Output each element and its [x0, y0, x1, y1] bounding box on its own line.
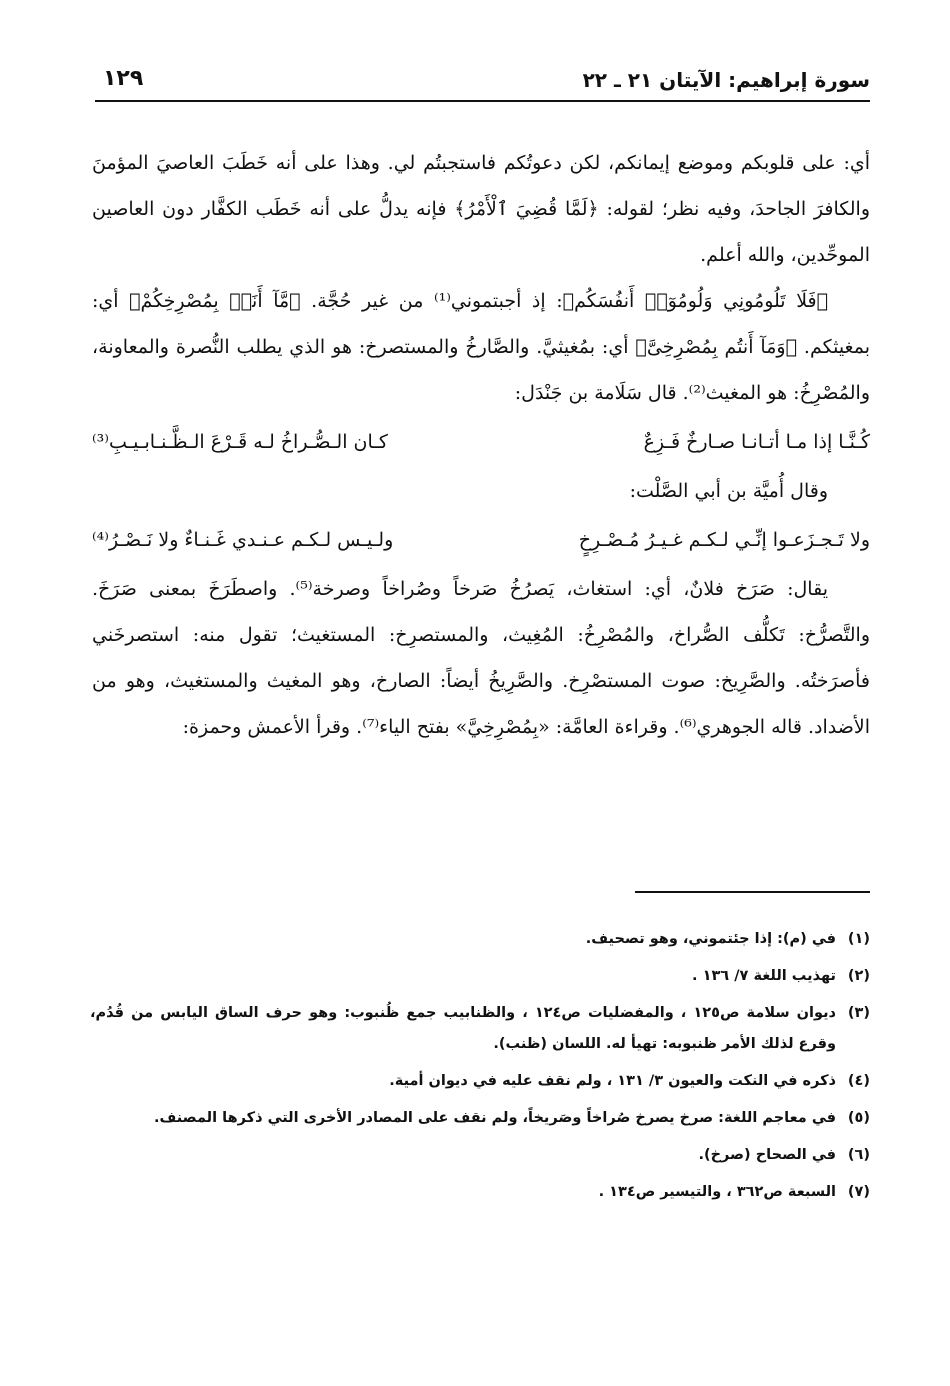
footnote: [90, 1103, 870, 1134]
footnote: [90, 924, 870, 955]
footnote: [90, 1066, 870, 1097]
footnote-number: (١): [847, 931, 870, 947]
footnote: [90, 998, 870, 1060]
footnote-number: (٥): [847, 1110, 870, 1126]
footnotes: [90, 924, 870, 1214]
footnote-number: (٦): [847, 1147, 870, 1163]
verse-2: [92, 514, 870, 566]
footnote-text: السبعة ص٣٦٢ ، والتيسير ص١٣٤ .: [598, 1184, 836, 1200]
footnote: [90, 1177, 870, 1208]
verse-2-second-hemistich: ولـيـس لـكـم عـنـدي غَـنـاءٌ ولا نَـصْـرُ⁽⁴⁾: [92, 529, 394, 551]
page-header: [95, 66, 870, 102]
footnote-text: في (م): إذا جئتموني، وهو تصحيف.: [585, 931, 836, 947]
page-number: ١٢٩: [103, 66, 144, 91]
footnote-text: في معاجم اللغة: صرخ يصرخ صُراخاً وصَريخاً، ولم نقف على المصادر الأخرى التي ذكرها المصنف.: [153, 1110, 836, 1126]
verse-2-first-hemistich: ولا تَـجـزَعـوا إنِّـي لـكـم غـيـرُ مُـصْـرِخٍ: [578, 529, 870, 551]
running-title: سورة إبراهيم: الآيتان ٢١ ـ ٢٢: [582, 68, 870, 92]
verse-1-first-hemistich: كُـنَّـا إذا مـا أتـانـا صـارخٌ فَـزِعٌ: [643, 431, 870, 453]
footnote-text: في الصحاح (صرخ).: [698, 1147, 836, 1163]
footnote-separator: [635, 891, 870, 893]
footnote-text: تهذيب اللغة ٧/ ١٣٦ .: [692, 968, 836, 984]
footnote-text: ذكره في النكت والعيون ٣/ ١٣١ ، ولم نقف عليه في ديوان أمية.: [389, 1073, 836, 1089]
paragraph-4: يقال: صَرَخ فلانٌ، أي: استغاث، يَصرُخُ صَرخاً وصُراخاً وصرخة⁽⁵⁾. واصطَرَخَ بمعنى صَرَخَ. والتَّصرُّخ: تَكلُّف الصُّراخ، والمُصْرِخُ: المُغِيث، والمستصرِخ: المستغيث؛ تقول منه: استصرخَني فأصرَختُه. والصَّرِيخ: صوت المستصْرِخ. والصَّرِيخُ أيضاً: الصارخ، وهو المغيث والمستغيث، وهو من الأضداد. قاله الجوهري⁽⁶⁾. وقراءة العامَّة: «بِمُصْرِخِيَّ» بفتح الياء⁽⁷⁾. وقرأ الأعمش وحمزة:: [92, 578, 870, 738]
verse-1-second-hemistich: كـان الـصُّـراخُ لـه قَـرْعَ الـظَّـنـابـيـبِ⁽³⁾: [92, 431, 388, 453]
footnote: [90, 1140, 870, 1171]
paragraph-1: أي: على قلوبكم وموضع إيمانكم، لكن دعوتُكم فاستجبتُم لي. وهذا على أنه خَطَبَ العاصيَ المؤمنَ والكافرَ الجاحدَ، وفيه نظر؛ لقوله: ﴿لَمَّا قُضِيَ ٱلْأَمْرُ﴾ فإنه يدلُّ على أنه خَطَب الكفَّار دون العاصين الموحِّدين، والله أعلم.: [92, 152, 870, 266]
main-text: [92, 140, 870, 750]
paragraph-3: وقال أُميَّة بن أبي الصَّلْت:: [629, 480, 828, 502]
footnote: [90, 961, 870, 992]
footnote-number: (٣): [847, 1005, 870, 1021]
footnote-number: (٧): [847, 1184, 870, 1200]
footnote-text: ديوان سلامة ص١٢٥ ، والمفضليات ص١٢٤ ، والظنابيب جمع ظُنبوب: وهو حرف الساق اليابس من قُدُم، وقرع لذلك الأمر ظنبوبه: تهيأ له. اللسان (ظنب).: [90, 1005, 836, 1052]
footnote-number: (٤): [847, 1073, 870, 1089]
verse-1: [92, 416, 870, 468]
footnote-number: (٢): [847, 968, 870, 984]
paragraph-2: ﴿فَلَا تَلُومُونِي وَلُومُوٓا۟ أَنفُسَكُم﴾: إذ أجبتموني⁽¹⁾ من غير حُجَّة. ﴿مَّآ أَنَا۠ بِمُصْرِخِكُمْ﴾ أي: بمغيثكم. ﴿وَمَآ أَنتُم بِمُصْرِخِىَّ﴾ أي: بمُغيثيَّ. والصَّارخُ والمستصرخ: هو الذي يطلب النُّصرة والمعاونة، والمُصْرِخُ: هو المغيث⁽²⁾. قال سَلَامة بن جَنْدَل:: [92, 290, 870, 404]
